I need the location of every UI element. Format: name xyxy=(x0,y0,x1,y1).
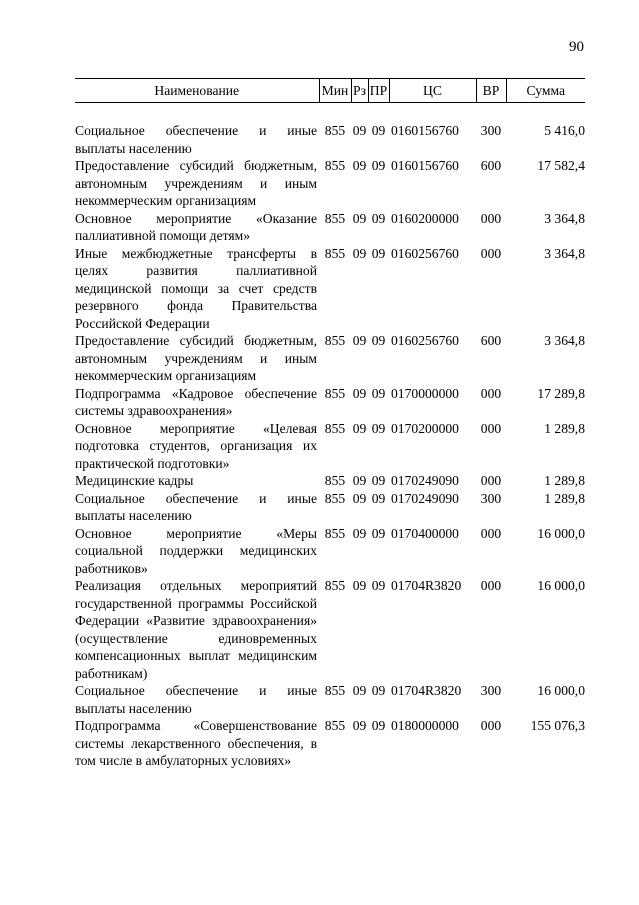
cell-min: 855 xyxy=(324,333,346,348)
cell-sum: 1 289,8 xyxy=(544,420,585,436)
cell-name: Основное мероприятие «Целевая подготовка студентов, организация их практической подготовки» xyxy=(75,420,317,471)
cell-rz: 09 xyxy=(352,683,367,698)
cell-name: Подпрограмма «Совершенствование системы лекарственного обеспечения, в том числе в амбулаторных условиях» xyxy=(75,718,317,768)
cell-min: 855 xyxy=(324,385,346,401)
cell-rz: 09 xyxy=(352,525,367,541)
cell-vr: 300 xyxy=(480,683,502,698)
cell-pr: 09 xyxy=(371,123,386,138)
cell-cs: 0160156760 xyxy=(391,158,459,173)
cell-sum: 17 582,4 xyxy=(537,158,585,173)
cell-pr: 09 xyxy=(371,210,386,226)
table-row xyxy=(75,490,585,525)
cell-sum: 155 076,3 xyxy=(530,718,585,733)
cell-min: 855 xyxy=(324,578,346,593)
cell-min: 855 xyxy=(324,683,346,698)
table-row xyxy=(75,472,585,490)
cell-pr: 09 xyxy=(371,578,386,593)
cell-rz: 09 xyxy=(352,158,367,173)
cell-vr: 000 xyxy=(480,210,502,226)
header-name: Наименование xyxy=(75,79,319,103)
table-row xyxy=(75,420,585,473)
cell-vr: 000 xyxy=(480,245,502,261)
cell-rz: 09 xyxy=(352,718,367,733)
cell-name: Реализация отдельных мероприятий государственной программы Российской Федерации «Развитие здравоохранения» (осуществление единовременных компенсационных выплат медицинским работникам) xyxy=(75,578,317,681)
cell-vr: 300 xyxy=(480,490,502,506)
cell-name: Медицинские кадры xyxy=(75,473,194,488)
cell-pr: 09 xyxy=(371,490,386,506)
cell-cs: 0160256760 xyxy=(391,333,459,348)
table-row xyxy=(75,385,585,420)
page-number: 90 xyxy=(569,39,584,55)
table-row xyxy=(75,157,585,210)
cell-min: 855 xyxy=(324,525,346,541)
cell-rz: 09 xyxy=(352,578,367,593)
cell-pr: 09 xyxy=(371,420,386,436)
cell-rz: 09 xyxy=(352,490,367,506)
cell-pr: 09 xyxy=(371,683,386,698)
table-row xyxy=(75,210,585,245)
cell-pr: 09 xyxy=(371,718,386,733)
budget-table xyxy=(75,78,585,770)
table-header-row xyxy=(75,79,585,103)
cell-vr: 300 xyxy=(480,123,502,138)
cell-rz: 09 xyxy=(352,210,367,226)
cell-cs: 0170249090 xyxy=(391,490,459,506)
cell-pr: 09 xyxy=(371,473,386,488)
cell-sum: 3 364,8 xyxy=(544,333,585,348)
cell-sum: 1 289,8 xyxy=(544,490,585,506)
cell-sum: 3 364,8 xyxy=(544,210,585,226)
header-vr: ВР xyxy=(476,79,506,103)
table-row xyxy=(75,525,585,578)
cell-min: 855 xyxy=(324,210,346,226)
cell-name: Социальное обеспечение и иные выплаты населению xyxy=(75,683,317,716)
cell-cs: 0170249090 xyxy=(391,473,459,488)
table-body xyxy=(75,103,585,770)
cell-min: 855 xyxy=(324,473,346,488)
cell-pr: 09 xyxy=(371,245,386,261)
spacer-row xyxy=(75,103,585,123)
cell-rz: 09 xyxy=(352,245,367,261)
table-row xyxy=(75,122,585,157)
cell-name: Предоставление субсидий бюджетным, автономным учреждениям и иным некоммерческим организациям xyxy=(75,158,317,208)
cell-min: 855 xyxy=(324,158,346,173)
cell-pr: 09 xyxy=(371,333,386,348)
cell-name: Основное мероприятие «Оказание паллиативной помощи детям» xyxy=(75,210,317,243)
cell-cs: 0160256760 xyxy=(391,245,459,261)
cell-vr: 000 xyxy=(480,578,502,593)
cell-sum: 3 364,8 xyxy=(544,245,585,261)
cell-sum: 16 000,0 xyxy=(537,683,585,698)
table-row xyxy=(75,245,585,333)
header-min: Мин xyxy=(319,79,351,103)
cell-pr: 09 xyxy=(371,385,386,401)
table-row xyxy=(75,577,585,682)
cell-cs: 0170200000 xyxy=(391,420,459,436)
cell-cs: 0170000000 xyxy=(391,385,459,401)
cell-cs: 0160200000 xyxy=(391,210,459,226)
cell-cs: 0170400000 xyxy=(391,525,459,541)
cell-min: 855 xyxy=(324,718,346,733)
cell-rz: 09 xyxy=(352,123,367,138)
cell-name: Социальное обеспечение и иные выплаты населению xyxy=(75,123,317,156)
cell-cs: 0160156760 xyxy=(391,123,459,138)
cell-min: 855 xyxy=(324,420,346,436)
cell-cs: 01704R3820 xyxy=(391,683,462,698)
cell-vr: 000 xyxy=(480,385,502,401)
table-row xyxy=(75,682,585,717)
cell-name: Основное мероприятие «Меры социальной поддержки медицинских работников» xyxy=(75,525,317,576)
cell-vr: 000 xyxy=(480,525,502,541)
table-row xyxy=(75,332,585,385)
cell-sum: 17 289,8 xyxy=(537,385,585,401)
cell-cs: 01704R3820 xyxy=(391,578,462,593)
cell-sum: 1 289,8 xyxy=(544,473,585,488)
cell-min: 855 xyxy=(324,490,346,506)
cell-vr: 000 xyxy=(480,420,502,436)
cell-vr: 000 xyxy=(480,473,502,488)
header-pr: ПР xyxy=(368,79,389,103)
cell-rz: 09 xyxy=(352,473,367,488)
cell-name: Иные межбюджетные трансферты в целях развития паллиативной медицинской помощи за счет средств резервного фонда Правительства Российской Федерации xyxy=(75,245,317,331)
cell-rz: 09 xyxy=(352,385,367,401)
cell-cs: 0180000000 xyxy=(391,718,459,733)
cell-min: 855 xyxy=(324,123,346,138)
cell-vr: 600 xyxy=(480,333,502,348)
header-sum: Сумма xyxy=(506,79,585,103)
cell-sum: 16 000,0 xyxy=(537,578,585,593)
cell-min: 855 xyxy=(324,245,346,261)
cell-sum: 16 000,0 xyxy=(537,525,585,541)
cell-name: Социальное обеспечение и иные выплаты населению xyxy=(75,490,317,523)
header-rz: Рз xyxy=(351,79,368,103)
table-row xyxy=(75,717,585,770)
cell-rz: 09 xyxy=(352,333,367,348)
cell-name: Предоставление субсидий бюджетным, автономным учреждениям и иным некоммерческим организациям xyxy=(75,333,317,383)
cell-name: Подпрограмма «Кадровое обеспечение системы здравоохранения» xyxy=(75,385,317,418)
cell-rz: 09 xyxy=(352,420,367,436)
header-cs: ЦС xyxy=(389,79,476,103)
cell-vr: 000 xyxy=(480,718,502,733)
cell-pr: 09 xyxy=(371,525,386,541)
cell-vr: 600 xyxy=(480,158,502,173)
cell-sum: 5 416,0 xyxy=(544,123,585,138)
cell-pr: 09 xyxy=(371,158,386,173)
